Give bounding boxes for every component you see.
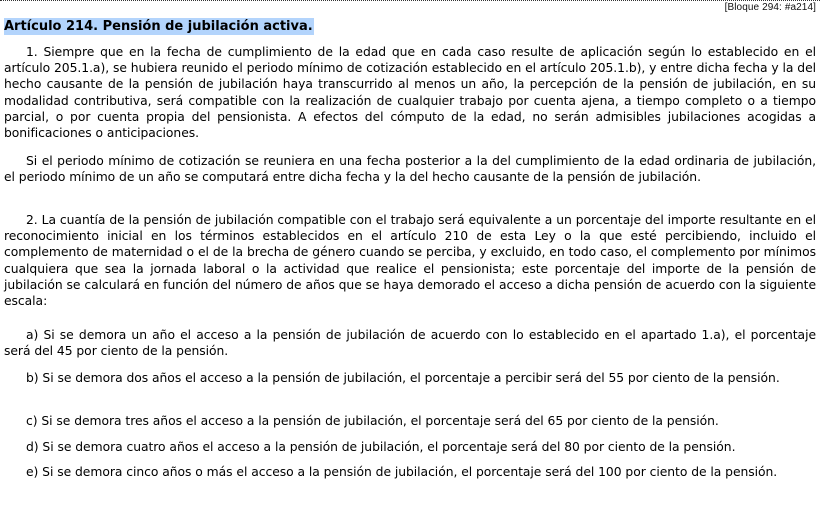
scale-item-text: e) Si se demora cinco años o más el acceso a la pensión de jubilación, el porcentaje será del 100 por ciento de la pensión. <box>26 465 778 479</box>
scale-item-c <box>4 413 816 429</box>
scale-item-d <box>4 439 816 455</box>
article-title-text[interactable]: Artículo 214. Pensión de jubilación activa. <box>4 19 313 34</box>
scale-item-text: d) Si se demora cuatro años el acceso a la pensión de jubilación, el porcentaje será del 80 por ciento de la pensión. <box>26 440 736 454</box>
dotted-divider <box>0 0 820 1</box>
paragraph-text: Si el periodo mínimo de cotización se reuniera en una fecha posterior a la del cumplimiento de la edad ordinaria de jubilación, el periodo mínimo de un año se computará entre dicha fecha y la del hecho causante de la pensión de jubilación. <box>4 154 816 185</box>
article-title <box>4 19 314 35</box>
paragraph-1 <box>4 44 816 141</box>
scale-item-text: b) Si se demora dos años el acceso a la pensión de jubilación, el porcentaje a percibir será del 55 por ciento de la pensión. <box>26 371 780 385</box>
scale-item-b <box>4 370 816 386</box>
paragraph-2 <box>4 212 816 309</box>
block-reference-link[interactable]: [Bloque 294: #a214] <box>724 2 816 13</box>
scale-item-e <box>4 464 816 480</box>
paragraph-1-continuation <box>4 153 816 185</box>
paragraph-text: 2. La cuantía de la pensión de jubilación compatible con el trabajo será equivalente a un porcentaje del importe resultante en el reconocimiento inicial en los términos establecidos en el artículo 210 de esta Ley o la que esté percibiendo, incluido el complemento de maternidad o el de la brecha de género cuando se perciba, y excluido, en todo caso, el complemento por mínimos cualquiera que sea la jornada laboral o la actividad que realice el pensionista; este porcentaje del importe de la pensión de jubilación se calculará en función del número de años que se haya demorado el acceso a dicha pensión de acuerdo con la siguiente escala: <box>4 213 816 309</box>
scale-item-a <box>4 327 816 359</box>
scale-item-text: a) Si se demora un año el acceso a la pensión de jubilación de acuerdo con lo establecido en el apartado 1.a), el porcentaje será del 45 por ciento de la pensión. <box>4 328 816 359</box>
paragraph-text: 1. Siempre que en la fecha de cumplimiento de la edad que en cada caso resulte de aplicación según lo establecido en el artículo 205.1.a), se hubiera reunido el periodo mínimo de cotización establecido en el artículo 205.1.b), y entre dicha fecha y la del hecho causante de la pensión de jubilación haya transcurrido al menos un año, la percepción de la pensión de jubilación, en su modalidad contributiva, será compatible con la realización de cualquier trabajo por cuenta ajena, a tiempo completo o a tiempo parcial, o por cuenta propia del pensionista. A efectos del cómputo de la edad, no serán admisibles jubilaciones acogidas a bonificaciones o anticipaciones. <box>4 45 816 141</box>
scale-item-text: c) Si se demora tres años el acceso a la pensión de jubilación, el porcentaje será del 65 por ciento de la pensión. <box>26 414 719 428</box>
